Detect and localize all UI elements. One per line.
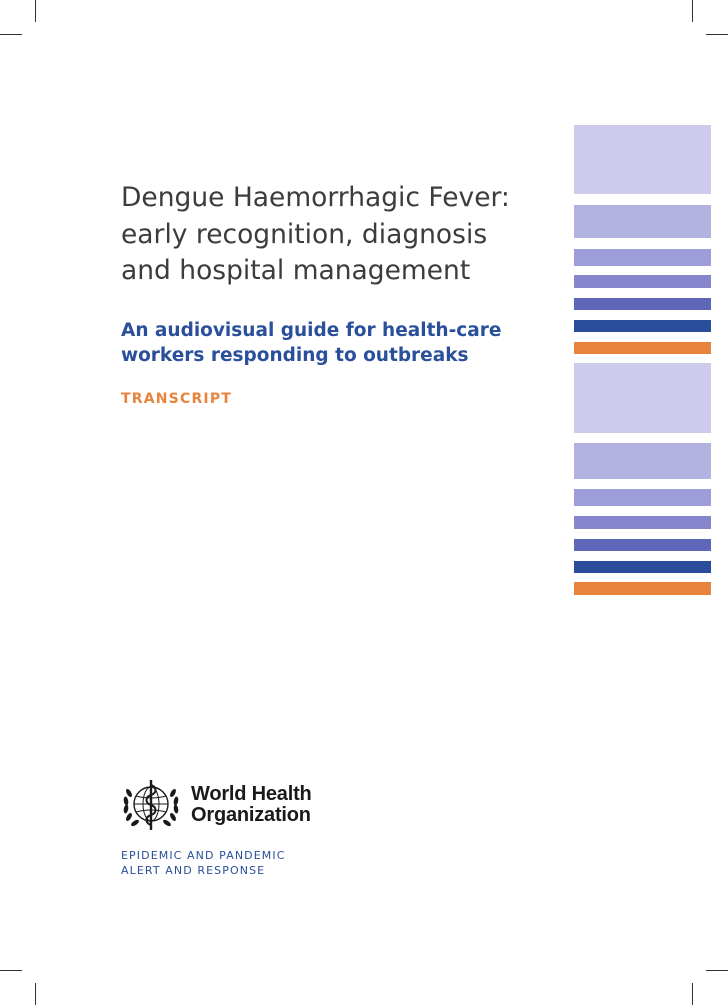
decorative-stripe xyxy=(574,443,711,479)
decorative-stripe xyxy=(574,298,711,310)
document-subtitle xyxy=(121,318,501,368)
decorative-stripe xyxy=(574,249,711,266)
document-type-label: TRANSCRIPT xyxy=(121,391,233,407)
crop-mark xyxy=(35,983,36,1005)
who-emblem-icon xyxy=(121,777,181,835)
decorative-stripe xyxy=(574,516,711,529)
program-label xyxy=(121,848,286,878)
crop-mark xyxy=(0,34,22,35)
crop-mark xyxy=(692,0,693,22)
title-line: and hospital management xyxy=(121,255,471,286)
title-line: early recognition, diagnosis xyxy=(121,218,488,250)
decorative-stripe xyxy=(574,539,711,551)
who-logo xyxy=(121,777,311,835)
subtitle-line: workers responding to outbreaks xyxy=(121,345,469,366)
crop-mark xyxy=(706,970,728,971)
crop-mark xyxy=(35,0,36,22)
crop-mark xyxy=(706,34,728,35)
program-line: ALERT AND RESPONSE xyxy=(121,864,266,877)
organization-name xyxy=(191,784,312,826)
decorative-stripe xyxy=(574,342,711,354)
program-line: EPIDEMIC AND PANDEMIC xyxy=(121,849,286,862)
decorative-stripe xyxy=(574,363,711,433)
crop-mark xyxy=(692,983,693,1005)
decorative-stripe xyxy=(574,489,711,506)
decorative-stripe xyxy=(574,125,711,194)
organization-name-line: World Health xyxy=(191,783,312,805)
organization-name-line: Organization xyxy=(191,804,311,826)
decorative-stripe xyxy=(574,205,711,238)
subtitle-line: An audiovisual guide for health-care xyxy=(121,320,502,341)
title-line: Dengue Haemorrhagic Fever: xyxy=(121,182,510,213)
decorative-stripe xyxy=(574,320,711,332)
crop-mark xyxy=(0,970,22,971)
document-title xyxy=(121,180,541,290)
decorative-stripe xyxy=(574,561,711,573)
decorative-stripe xyxy=(574,582,711,595)
decorative-stripe xyxy=(574,275,711,288)
